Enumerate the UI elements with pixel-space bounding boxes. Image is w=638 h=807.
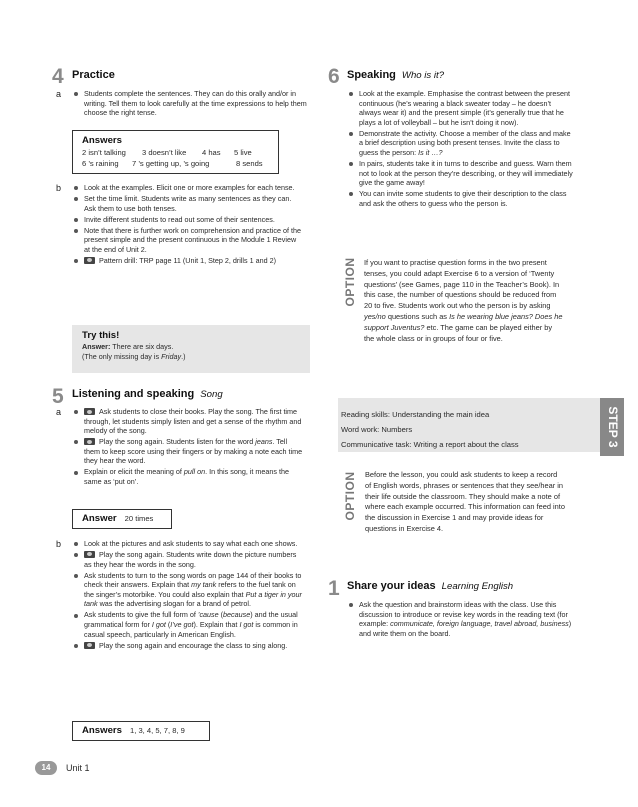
answers-title: Answers [82, 135, 122, 146]
list-item-italic: communicate, foreign language, travel abroad, business [390, 619, 569, 629]
bullet-list [72, 539, 304, 651]
list-item-text: was the advertising slogan for a brand of petrol. [97, 599, 252, 609]
list-item-text: ) and write them on the board. [359, 619, 572, 638]
list-item [72, 641, 304, 651]
cd-icon [84, 642, 95, 649]
bullet-list [72, 89, 312, 119]
section-title-text: Share your ideas [347, 580, 436, 592]
section-subtitle: Who is it? [401, 70, 445, 81]
list-item: Look at the example. Emphasise the contrast between the present continuous (he’s wearing a black sweater today – he doesn’t always wear it) and the present simple (it’s generally true that he plays a lot of volleyball – but he isn’t doing it now). [347, 89, 575, 127]
list-item-text: ( [218, 610, 224, 620]
cd-icon [84, 257, 95, 264]
list-item-text: . Tell them to keep score using their fingers or by making a note each time they hear the word. [84, 437, 303, 466]
answer-item: 7 ’s getting up, ’s going [132, 159, 210, 168]
step-tab [600, 398, 624, 456]
list-item: Set the time limit. Students write as many sentences as they can. Ask them to use both tenses. [72, 194, 304, 213]
option-tab [343, 465, 359, 527]
option-tab [343, 252, 359, 312]
list-item: Students complete the sentences. They can do this orally and/or in writing. Tell them to look carefully at the time expressions to help them choose the right tense. [72, 89, 312, 118]
list-item-italic: I got [151, 619, 166, 629]
page-number: 14 [35, 761, 57, 775]
list-item: You can invite some students to give their description to the class and ask the others to guess who the person is. [347, 189, 575, 208]
list-item: Look at the pictures and ask students to say what each one shows. [72, 539, 304, 549]
list-item-text: Play the song again. Students listen for the word [99, 437, 256, 447]
list-item-italic: ’cause [197, 610, 219, 620]
cd-icon [84, 551, 95, 558]
option-text [364, 258, 564, 344]
bullet-list [72, 183, 304, 267]
list-item [72, 467, 304, 486]
list-item-italic: Put a tiger in your tank [84, 589, 302, 609]
try-this-title: Try this! [82, 330, 120, 341]
option-text-part: If you want to practise question forms in the two present tenses, you could adapt Exercise 6 to a version of ‘Twenty questions’ (see Games, page 110 in the Teacher’s Book). In this case, the number of questions should be reduced from 20 to five. Students work out who the person is by asking [364, 258, 560, 311]
unit-label: Unit 1 [66, 763, 90, 773]
section-number: 6 [328, 65, 340, 88]
section-title-text: Speaking [347, 69, 396, 81]
answers-row [82, 158, 269, 169]
section-title [72, 388, 223, 401]
list-item-text: Demonstrate the activity. Choose a member of the class and make a brief description using both present tenses. Invite the class to guess the person: [359, 128, 571, 157]
bullet-list [347, 600, 575, 640]
step-info-value: Writing a report about the class [413, 440, 519, 449]
list-item-text: ). Explain that [193, 619, 240, 629]
list-item [72, 407, 304, 436]
section-number: 5 [52, 385, 64, 408]
step-info-row [341, 422, 599, 437]
list-item [72, 610, 304, 639]
sub-label-b: b [56, 183, 62, 193]
note-text: (The only missing day is [82, 351, 162, 361]
section-number: 1 [328, 577, 340, 600]
answer-item: 4 has [202, 148, 221, 157]
section-title [347, 580, 513, 593]
answer-box [72, 509, 172, 529]
sub-label-b: b [56, 539, 62, 549]
answer-item: 2 isn’t talking [82, 148, 126, 157]
list-item-text: Ask students to give the full form of [84, 610, 198, 620]
list-item-italic: pull on [183, 467, 206, 477]
list-item-text: ( [165, 619, 171, 629]
answer-item: 6 ’s raining [82, 159, 119, 168]
list-item-text: Ask students to turn to the song words on page 144 of their books to check their answers. Explain that [84, 570, 302, 590]
list-item [72, 550, 304, 569]
list-item-text: Ask students to close their books. Play the song. The first time through, let students simply listen and get a sense of the rhythm and melody of the song. [84, 407, 302, 436]
try-this-note [82, 352, 300, 362]
list-item: Look at the examples. Elicit one or more examples for each tense. [72, 183, 304, 193]
cd-icon [84, 438, 95, 445]
option-text-part: etc. The game can be played either by the whole class or in groups of four or five. [364, 322, 553, 343]
sub-label-a: a [56, 407, 62, 417]
section-subtitle: Song [200, 389, 223, 400]
section-number: 4 [52, 65, 64, 88]
answer-title: Answer [82, 513, 117, 524]
list-item-italic: I got [239, 619, 254, 629]
list-item-text: . In this song, it means the same as ‘put on’. [84, 467, 289, 486]
list-item-italic: jeans [255, 437, 273, 447]
note-day: Friday [161, 351, 182, 361]
bullet-list [72, 407, 304, 488]
list-item [72, 256, 304, 266]
step-info-list [341, 407, 599, 452]
answers-row [82, 147, 269, 158]
list-item-text: is common in casual speech, particularly in American English. [84, 619, 298, 639]
list-item-italic: my tank [191, 580, 217, 590]
list-item [72, 571, 304, 609]
answers-text: 1, 3, 4, 5, 7, 8, 9 [130, 726, 185, 735]
list-item: Note that there is further work on comprehension and practice of the present simple and the present continuous in the Module 1 Review at the end of Unit 2. [72, 226, 304, 255]
list-item [347, 600, 575, 638]
answer-text: 20 times [124, 514, 154, 523]
answers-box [72, 721, 210, 741]
answer-item: 3 doesn’t like [142, 148, 187, 157]
answer-text: There are six days. [110, 342, 174, 351]
list-item-text: refers to the fuel tank on the singer’s motorbike. You could also explain that [84, 580, 296, 599]
section-title: Practice [72, 69, 115, 81]
option-label: OPTION [343, 257, 358, 307]
note-text: .) [181, 351, 186, 361]
answer-label: Answer: [82, 342, 111, 351]
step-info-row [341, 437, 599, 452]
try-this-box [72, 325, 310, 373]
list-item [347, 129, 575, 158]
list-item-text: Play the song again. Students write down the picture numbers as they hear the words in the song. [84, 549, 297, 569]
section-title-text: Listening and speaking [72, 388, 195, 400]
answers-box [72, 130, 279, 174]
sub-label-a: a [56, 89, 62, 99]
step-label: STEP 3 [605, 406, 620, 448]
bullet-list [347, 89, 575, 210]
answers-title: Answers [82, 725, 122, 736]
list-item-text: Pattern drill: TRP page 11 (Unit 1, Step 2, drills 1 and 2) [99, 255, 276, 265]
section-subtitle: Learning English [441, 581, 514, 592]
list-item [72, 437, 304, 466]
step-info-row [341, 407, 599, 422]
list-item-text: Play the song again and encourage the class to sing along. [99, 640, 288, 650]
step-info-value: Understanding the main idea [392, 410, 490, 419]
step-info-label: Reading skills: [341, 410, 390, 419]
list-item-italic: because [223, 610, 251, 620]
list-item-text: ) and the usual grammatical form for [84, 610, 298, 629]
step-info-label: Word work: [341, 425, 380, 434]
list-item-text: Ask the question and brainstorm ideas with the class. Use this discussion to introduce or revise key words in the reading text (for example: [359, 600, 568, 629]
list-item-italic: Is it …? [418, 147, 443, 157]
answer-item: 5 live [234, 148, 252, 157]
option-italic: yes/no [364, 311, 386, 321]
list-item-text: Explain or elicit the meaning of [84, 467, 184, 477]
list-item: Invite different students to read out some of their sentences. [72, 215, 304, 225]
step-info-label: Communicative task: [341, 440, 412, 449]
step-info-value: Numbers [381, 425, 413, 434]
answer-item: 8 sends [236, 159, 263, 168]
option-label: OPTION [343, 471, 358, 521]
option-text-part: questions such as [385, 311, 450, 321]
section-title [347, 69, 444, 82]
list-item-italic: I’ve got [170, 619, 194, 629]
try-this-answer [82, 342, 300, 352]
cd-icon [84, 408, 95, 415]
list-item: In pairs, students take it in turns to describe and guess. Warn them not to look at the person they’re describing, or they will immediately give the game away! [347, 159, 575, 188]
option-italic: Is he wearing blue jeans? Does he support Juventus? [364, 311, 563, 332]
option-text: Before the lesson, you could ask students to keep a record of English words, phrases or sentences that they see/hear in their life outside the classroom. They should make a note of where each example occurred. This information can feed into the discussion in Exercise 1 and may provide ideas for questions in Exercise 4. [365, 470, 565, 533]
